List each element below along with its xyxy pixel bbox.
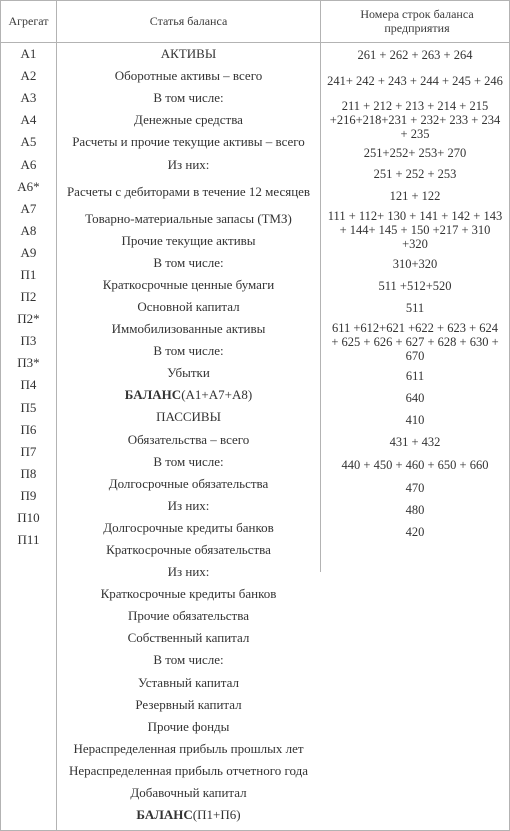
balance-item-cell: ПАССИВЫ	[156, 409, 221, 425]
balance-item-cell: Прочие обязательства	[128, 608, 249, 624]
aggregate-cell: А6*	[17, 178, 40, 194]
balance-item-cell: Уставный капитал	[138, 674, 239, 690]
line-number-cell: 251+252+ 253+ 270	[363, 146, 467, 160]
balance-item-cell: Нераспределенная прибыль отчетного года	[69, 762, 308, 778]
balance-item-cell: Денежные средства	[134, 112, 243, 128]
line-number-cell: 640	[405, 391, 425, 405]
line-numbers-column	[321, 45, 509, 543]
balance-item-cell: Нераспределенная прибыль прошлых лет	[73, 740, 304, 756]
balance-item-cell: Из них:	[167, 497, 210, 513]
aggregate-cell: П3*	[17, 355, 40, 371]
line-number-cell: 410	[405, 413, 425, 427]
line-number-cell: 611 +612+621 +622 + 623 + 624 + 625 + 626 + 627 + 628 + 630 + 670	[331, 321, 499, 363]
aggregate-cell: П7	[20, 443, 37, 459]
balance-item-cell: Расчеты и прочие текущие активы – всего	[72, 134, 305, 150]
balance-item-cell: Добавочный капитал	[130, 785, 247, 801]
balance-item-cell: Оборотные активы – всего	[114, 68, 263, 84]
balance-item-cell: В том числе:	[153, 254, 224, 270]
aggregate-cell: П1	[20, 266, 37, 282]
line-number-cell: 511	[405, 301, 425, 315]
aggregate-cell: А9	[20, 244, 37, 260]
balance-item-column	[57, 43, 320, 826]
balance-total-label: БАЛАНС	[124, 387, 182, 403]
aggregate-cell: П4	[20, 377, 37, 393]
line-number-cell: 211 + 212 + 213 + 214 + 215 +216+218+231 + 232+ 233 + 234 + 235	[329, 99, 501, 141]
header-balance-item: Статья баланса	[149, 14, 228, 28]
balance-item-cell: Долгосрочные обязательства	[108, 475, 269, 491]
aggregate-cell: П2	[20, 289, 37, 305]
balance-total-label: БАЛАНС	[136, 807, 193, 823]
line-number-cell: 431 + 432	[389, 435, 441, 449]
line-number-cell: 241+ 242 + 243 + 244 + 245 + 246	[327, 74, 503, 88]
balance-item-cell: Из них:	[167, 564, 210, 580]
line-number-cell: 310+320	[392, 257, 438, 271]
balance-item-cell: Краткосрочные кредиты банков	[100, 586, 277, 602]
balance-item-cell: В том числе:	[153, 652, 224, 668]
aggregate-cell: А2	[20, 68, 37, 84]
aggregate-cell: П3	[20, 333, 37, 349]
line-number-cell: 470	[405, 481, 425, 495]
aggregate-cell: П11	[17, 532, 40, 548]
aggregate-cell: П9	[20, 487, 37, 503]
line-number-cell: 480	[405, 503, 425, 517]
aggregate-cell: А1	[20, 46, 37, 62]
balance-item-cell: Прочие текущие активы	[121, 232, 256, 248]
aggregate-cell: П2*	[17, 311, 40, 327]
aggregate-cell: А6	[20, 156, 37, 172]
line-number-cell: 111 + 112+ 130 + 141 + 142 + 143 + 144+ 145 + 150 +217 + 310 +320	[327, 209, 503, 251]
line-number-cell: 611	[405, 369, 425, 383]
line-number-cell: 511 +512+520	[378, 279, 452, 293]
aggregate-cell: П5	[20, 399, 37, 415]
aggregate-cell: А7	[20, 200, 37, 216]
balance-item-cell	[57, 804, 320, 826]
balance-item-cell: Долгосрочные кредиты банков	[103, 519, 274, 535]
balance-total-formula: (П1+П6)	[192, 807, 241, 823]
balance-total-formula: (А1+А7+А8)	[181, 387, 253, 403]
header-line-numbers: Номера строк баланса предприятия	[360, 7, 474, 35]
balance-item-cell: В том числе:	[153, 90, 224, 106]
aggregate-cell: А5	[20, 134, 37, 150]
balance-item-cell: АКТИВЫ	[160, 46, 217, 62]
balance-item-cell: Обязательства – всего	[127, 431, 250, 447]
balance-item-cell: Иммобилизованные активы	[111, 321, 266, 337]
balance-item-cell	[57, 384, 320, 406]
aggregate-cell: А8	[20, 222, 37, 238]
balance-item-cell: В том числе:	[153, 343, 224, 359]
balance-item-cell: Товарно-материальные запасы (ТМЗ)	[85, 210, 292, 226]
balance-item-cell: Собственный капитал	[127, 630, 250, 646]
aggregate-column	[1, 43, 56, 551]
balance-item-cell: Прочие фонды	[147, 718, 230, 734]
line-number-cell: 121 + 122	[389, 189, 441, 203]
balance-item-cell: В том числе:	[153, 453, 224, 469]
header-aggregate: Агрегат	[8, 14, 49, 28]
balance-item-cell: Резервный капитал	[135, 696, 242, 712]
aggregate-cell: П10	[17, 510, 40, 526]
line-number-cell: 251 + 252 + 253	[373, 167, 457, 181]
line-number-cell: 440 + 450 + 460 + 650 + 660	[341, 458, 489, 472]
line-number-cell: 261 + 262 + 263 + 264	[357, 48, 473, 62]
balance-item-cell: Основной капитал	[137, 298, 240, 314]
aggregate-cell: А3	[20, 90, 37, 106]
aggregate-cell: А4	[20, 112, 37, 128]
balance-item-cell: Из них:	[167, 156, 210, 172]
aggregate-cell: П8	[20, 465, 37, 481]
balance-item-cell: Убытки	[167, 365, 210, 381]
aggregate-cell: П6	[20, 421, 37, 437]
balance-item-cell: Расчеты с дебиторами в течение 12 месяцев	[66, 183, 311, 199]
balance-item-cell: Краткосрочные ценные бумаги	[102, 276, 275, 292]
line-number-cell: 420	[405, 525, 425, 539]
balance-item-cell: Краткосрочные обязательства	[106, 542, 271, 558]
